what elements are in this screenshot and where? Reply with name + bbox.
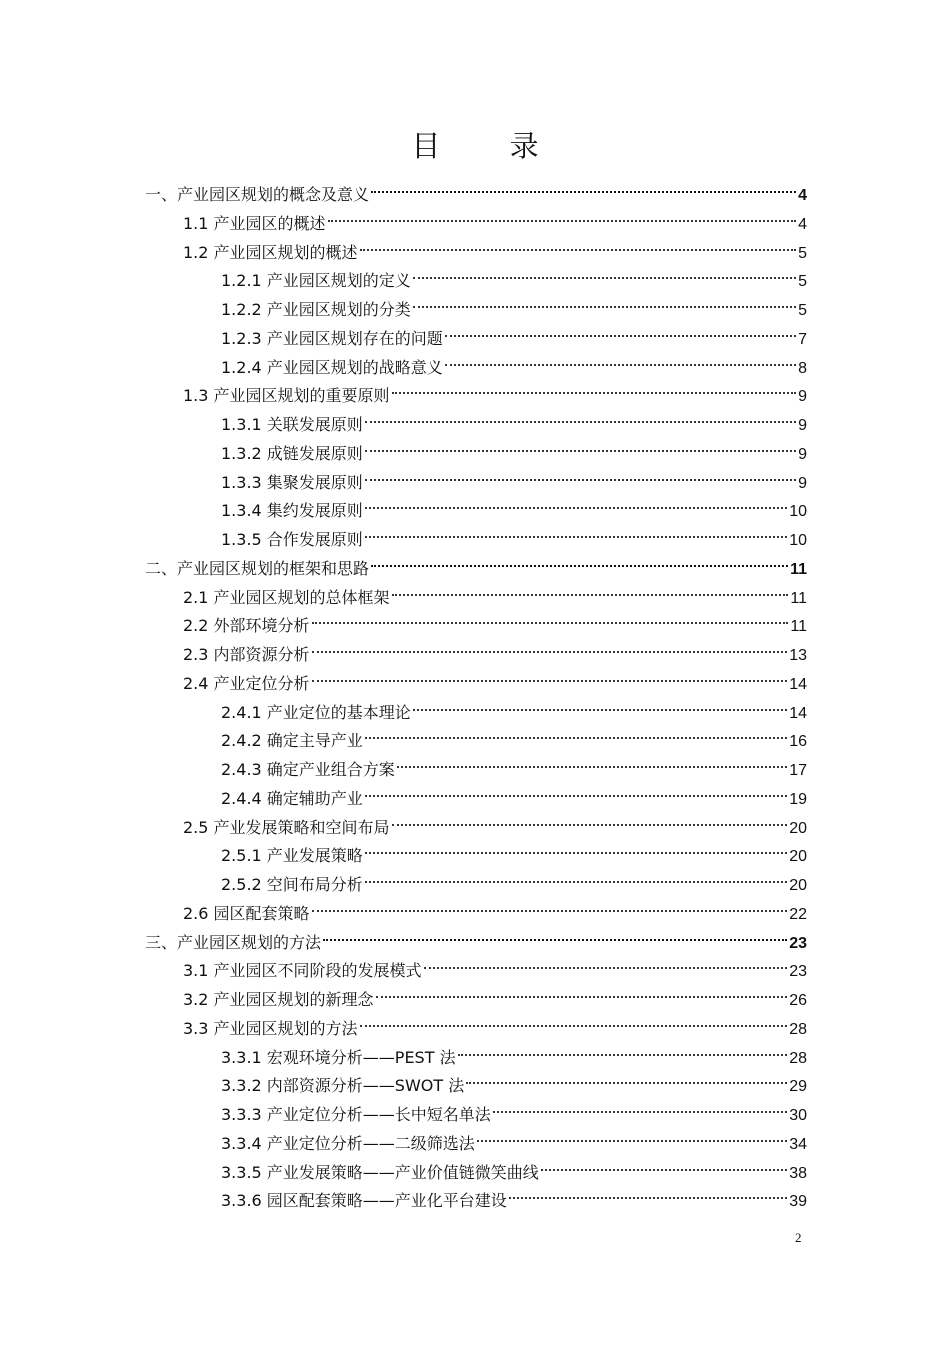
toc-entry[interactable] <box>221 690 807 722</box>
toc-entry-title: 2.4.1 产业定位的基本理论 <box>221 703 411 722</box>
toc-entry-title: 1.3.1 关联发展原则 <box>221 415 363 434</box>
toc-dot-leader <box>365 431 796 459</box>
toc-entry-title: 2.4.3 确定产业组合方案 <box>221 760 395 779</box>
toc-entry-page-number: 28 <box>789 1050 807 1067</box>
toc-entry-page-number: 9 <box>798 475 807 492</box>
toc-entry-page-number: 5 <box>798 302 807 319</box>
page-number: 2 <box>795 1230 802 1245</box>
toc-dot-leader <box>365 460 796 488</box>
toc-entry-page-number: 14 <box>789 676 807 693</box>
toc-entry[interactable] <box>183 891 807 923</box>
toc-entry[interactable] <box>221 1092 807 1124</box>
toc-entry-title: 1.2.2 产业园区规划的分类 <box>221 300 411 319</box>
toc-dot-leader <box>493 1092 787 1120</box>
toc-dot-leader <box>477 1121 787 1149</box>
toc-dot-leader <box>312 603 789 631</box>
toc-entry-title: 3.3.6 园区配套策略——产业化平台建设 <box>221 1191 507 1210</box>
toc-dot-leader <box>312 891 788 919</box>
toc-entry-title: 2.4 产业定位分析 <box>183 674 310 693</box>
toc-entry[interactable] <box>221 833 807 865</box>
toc-dot-leader <box>413 287 796 315</box>
toc-dot-leader <box>365 833 787 861</box>
toc-entry-page-number: 39 <box>789 1193 807 1210</box>
toc-entry[interactable] <box>221 402 807 434</box>
toc-entry[interactable] <box>221 1178 807 1210</box>
toc-entry[interactable] <box>183 948 807 980</box>
toc-entry-page-number: 5 <box>798 273 807 290</box>
toc-dot-leader <box>413 258 796 286</box>
toc-dot-leader <box>371 546 788 574</box>
toc-entry-title: 3.1 产业园区不同阶段的发展模式 <box>183 961 422 980</box>
toc-dot-leader <box>445 316 796 344</box>
toc-dot-leader <box>360 1006 788 1034</box>
toc-entry-title: 二、产业园区规划的框架和思路 <box>145 559 370 578</box>
toc-entry-page-number: 16 <box>789 733 807 750</box>
toc-entry[interactable] <box>221 287 807 319</box>
toc-entry[interactable] <box>221 747 807 779</box>
toc-entry-title: 一、产业园区规划的概念及意义 <box>145 185 370 204</box>
toc-dot-leader <box>365 718 787 746</box>
toc-dot-leader <box>365 488 787 516</box>
toc-entry-page-number: 29 <box>789 1078 807 1095</box>
toc-dot-leader <box>376 977 788 1005</box>
toc-entry[interactable] <box>221 1150 807 1182</box>
toc-entry-title: 3.3.2 内部资源分析——SWOT 法 <box>221 1076 465 1095</box>
toc-entry-title: 2.4.2 确定主导产业 <box>221 731 363 750</box>
toc-dot-leader <box>458 1035 788 1063</box>
toc-entry[interactable] <box>183 805 807 837</box>
toc-entry[interactable] <box>221 718 807 750</box>
toc-dot-leader <box>360 230 797 258</box>
toc-entry-page-number: 34 <box>789 1136 807 1153</box>
toc-dot-leader <box>365 776 787 804</box>
toc-entry-page-number: 10 <box>789 503 807 520</box>
toc-entry[interactable] <box>183 1006 807 1038</box>
toc-entry-page-number: 7 <box>798 331 807 348</box>
toc-dot-leader <box>323 920 787 948</box>
toc-entry-title: 2.3 内部资源分析 <box>183 645 310 664</box>
toc-entry[interactable] <box>183 977 807 1009</box>
toc-entry[interactable] <box>183 575 807 607</box>
toc-entry-page-number: 23 <box>789 935 807 952</box>
toc-entry-page-number: 8 <box>798 360 807 377</box>
toc-dot-leader <box>397 747 787 775</box>
toc-entry-title: 3.3.4 产业定位分析——二级筛选法 <box>221 1134 475 1153</box>
toc-entry[interactable] <box>145 920 807 952</box>
toc-entry-title: 1.3 产业园区规划的重要原则 <box>183 386 390 405</box>
toc-dot-leader <box>392 575 789 603</box>
toc-dot-leader <box>365 402 796 430</box>
toc-entry-title: 1.2.4 产业园区规划的战略意义 <box>221 358 443 377</box>
toc-entry[interactable] <box>183 661 807 693</box>
toc-entry-title: 3.3.3 产业定位分析——长中短名单法 <box>221 1105 491 1124</box>
toc-entry[interactable] <box>221 316 807 348</box>
toc-entry-title: 1.2.3 产业园区规划存在的问题 <box>221 329 443 348</box>
toc-entry-title: 2.6 园区配套策略 <box>183 904 310 923</box>
toc-entry-title: 1.3.2 成链发展原则 <box>221 444 363 463</box>
toc-entry[interactable] <box>221 862 807 894</box>
toc-dot-leader <box>371 172 796 200</box>
toc-entry[interactable] <box>183 230 807 262</box>
toc-entry-title: 2.5.2 空间布局分析 <box>221 875 363 894</box>
toc-entry[interactable] <box>221 345 807 377</box>
toc-entry[interactable] <box>221 1035 807 1067</box>
toc-entry-title: 1.3.5 合作发展原则 <box>221 530 363 549</box>
toc-entry-page-number: 4 <box>798 216 807 233</box>
toc-dot-leader <box>445 345 796 373</box>
toc-entry-title: 3.3 产业园区规划的方法 <box>183 1019 358 1038</box>
toc-entry-page-number: 22 <box>789 906 807 923</box>
toc-entry-page-number: 26 <box>789 992 807 1009</box>
toc-entry-page-number: 14 <box>789 705 807 722</box>
toc-dot-leader <box>413 690 787 718</box>
toc-dot-leader <box>328 201 797 229</box>
toc-entry-title: 1.2 产业园区规划的概述 <box>183 243 358 262</box>
toc-dot-leader <box>541 1150 787 1178</box>
toc-entry[interactable] <box>183 373 807 405</box>
toc-entry-page-number: 11 <box>790 590 807 607</box>
toc-entry[interactable] <box>221 488 807 520</box>
toc-entry-title: 2.2 外部环境分析 <box>183 616 310 635</box>
toc-dot-leader <box>312 632 788 660</box>
toc-entry-page-number: 19 <box>789 791 807 808</box>
toc-entry[interactable] <box>145 172 807 204</box>
toc-entry-page-number: 17 <box>789 762 807 779</box>
toc-entry[interactable] <box>221 776 807 808</box>
toc-entry-title: 2.4.4 确定辅助产业 <box>221 789 363 808</box>
toc-entry-title: 三、产业园区规划的方法 <box>145 933 322 952</box>
toc-entry[interactable] <box>221 517 807 549</box>
toc-entry-page-number: 9 <box>798 446 807 463</box>
toc-entry[interactable] <box>221 258 807 290</box>
toc-entry[interactable] <box>183 201 807 233</box>
toc-entry-page-number: 11 <box>790 561 807 578</box>
toc-entry[interactable] <box>221 460 807 492</box>
toc-entry[interactable] <box>183 603 807 635</box>
toc-entry[interactable] <box>221 431 807 463</box>
toc-entry-title: 2.5 产业发展策略和空间布局 <box>183 818 390 837</box>
toc-dot-leader <box>392 805 788 833</box>
toc-dot-leader <box>424 948 788 976</box>
toc-entry-title: 1.2.1 产业园区规划的定义 <box>221 271 411 290</box>
toc-entry-page-number: 23 <box>789 963 807 980</box>
toc-entry-page-number: 28 <box>789 1021 807 1038</box>
toc-entry-page-number: 4 <box>798 187 807 204</box>
toc-entry-page-number: 9 <box>798 388 807 405</box>
toc-entry-page-number: 10 <box>789 532 807 549</box>
toc-entry-page-number: 20 <box>789 848 807 865</box>
toc-entry[interactable] <box>145 546 807 578</box>
toc-entry-title: 1.3.4 集约发展原则 <box>221 501 363 520</box>
toc-entry-page-number: 20 <box>789 820 807 837</box>
toc-entry-title: 2.1 产业园区规划的总体框架 <box>183 588 390 607</box>
toc-entry-title: 3.3.1 宏观环境分析——PEST 法 <box>221 1048 456 1067</box>
toc-dot-leader <box>312 661 788 689</box>
toc-dot-leader <box>365 517 787 545</box>
toc-entry-page-number: 13 <box>789 647 807 664</box>
toc-entry-page-number: 30 <box>789 1107 807 1124</box>
toc-dot-leader <box>509 1178 787 1206</box>
toc-entry-page-number: 38 <box>789 1165 807 1182</box>
page-title: 目 录 <box>411 129 569 163</box>
toc-entry-page-number: 20 <box>789 877 807 894</box>
toc-entry[interactable] <box>221 1121 807 1153</box>
toc-entry-title: 1.3.3 集聚发展原则 <box>221 473 363 492</box>
toc-entry-page-number: 11 <box>790 618 807 635</box>
toc-entry-title: 3.3.5 产业发展策略——产业价值链微笑曲线 <box>221 1163 539 1182</box>
toc-entry-title: 3.2 产业园区规划的新理念 <box>183 990 374 1009</box>
toc-dot-leader <box>392 373 797 401</box>
toc-entry-page-number: 5 <box>798 245 807 262</box>
toc-entry-title: 1.1 产业园区的概述 <box>183 214 326 233</box>
toc-dot-leader <box>365 862 787 890</box>
toc-entry-page-number: 9 <box>798 417 807 434</box>
toc-entry-title: 2.5.1 产业发展策略 <box>221 846 363 865</box>
toc-entry[interactable] <box>221 1063 807 1095</box>
toc-dot-leader <box>466 1063 787 1091</box>
toc-entry[interactable] <box>183 632 807 664</box>
